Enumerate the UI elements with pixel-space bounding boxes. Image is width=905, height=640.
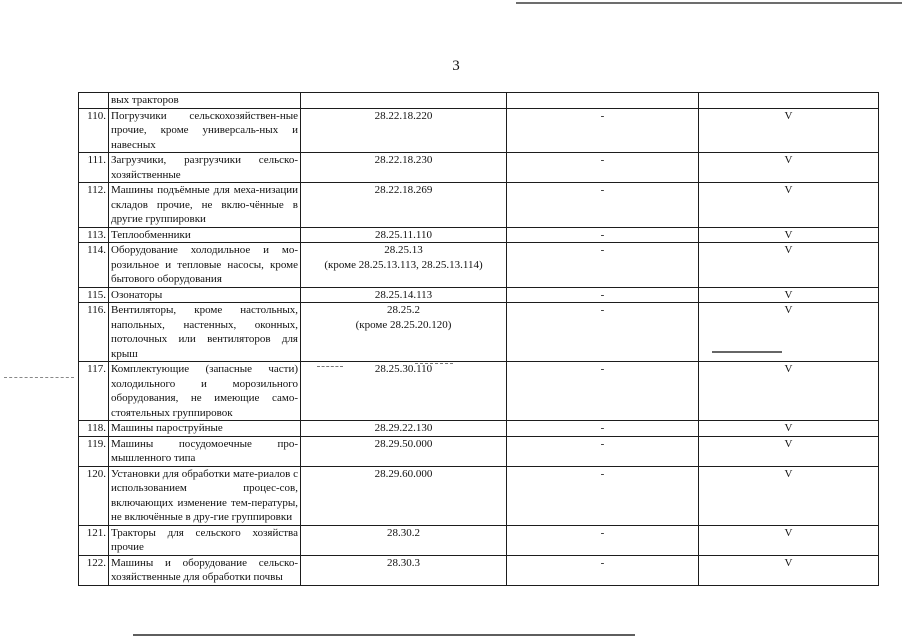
item-name: Комплектующие (запасные части) холодильного и морозильного оборудования, не имеющие само-стоятельных группировок xyxy=(109,362,301,421)
classification-code: 28.29.50.000 xyxy=(301,436,507,466)
item-name: Машины подъёмные для меха-низации складов прочие, не вклю-чённые в другие группировки xyxy=(109,183,301,228)
classification-code xyxy=(301,93,507,109)
column-5-mark: V xyxy=(699,243,879,288)
table-row xyxy=(79,227,879,243)
column-5-mark: V xyxy=(699,466,879,525)
column-4-mark: - xyxy=(507,436,699,466)
row-number: 121. xyxy=(79,525,109,555)
classification-code: 28.30.3 xyxy=(301,555,507,585)
column-4-mark: - xyxy=(507,108,699,153)
classification-code: 28.25.13 (кроме 28.25.13.113, 28.25.13.114) xyxy=(301,243,507,288)
column-5-mark xyxy=(699,93,879,109)
table-row xyxy=(79,303,879,362)
item-name: Машины пароструйные xyxy=(109,421,301,437)
table-row xyxy=(79,243,879,288)
row-number: 116. xyxy=(79,303,109,362)
item-name: вых тракторов xyxy=(109,93,301,109)
classification-code: 28.22.18.230 xyxy=(301,153,507,183)
row-number: 111. xyxy=(79,153,109,183)
page-number: 3 xyxy=(452,58,460,74)
row-number: 120. xyxy=(79,466,109,525)
column-5-mark: V xyxy=(699,108,879,153)
column-4-mark xyxy=(507,93,699,109)
table-row xyxy=(79,108,879,153)
classification-code: 28.29.60.000 xyxy=(301,466,507,525)
row-number: 119. xyxy=(79,436,109,466)
item-name: Теплообменники xyxy=(109,227,301,243)
item-name: Озонаторы xyxy=(109,287,301,303)
column-5-mark: V xyxy=(699,183,879,228)
column-5-mark: V xyxy=(699,421,879,437)
classification-code: 28.25.30.110 xyxy=(301,362,507,421)
row-number: 113. xyxy=(79,227,109,243)
row-number: 118. xyxy=(79,421,109,437)
column-4-mark: - xyxy=(507,153,699,183)
item-name: Погрузчики сельскохозяйствен-ные прочие, кроме универсаль-ных и навесных xyxy=(109,108,301,153)
column-4-mark: - xyxy=(507,555,699,585)
column-4-mark: - xyxy=(507,525,699,555)
classification-code: 28.22.18.269 xyxy=(301,183,507,228)
table-row xyxy=(79,436,879,466)
column-4-mark: - xyxy=(507,362,699,421)
column-4-mark: - xyxy=(507,183,699,228)
item-name: Машины и оборудование сельско-хозяйственные для обработки почвы xyxy=(109,555,301,585)
column-5-mark: V xyxy=(699,362,879,421)
row-number: 110. xyxy=(79,108,109,153)
table-row xyxy=(79,466,879,525)
classification-code: 28.25.11.110 xyxy=(301,227,507,243)
item-name: Загрузчики, разгрузчики сельско-хозяйственные xyxy=(109,153,301,183)
scan-artifact xyxy=(4,377,74,378)
column-5-mark: V xyxy=(699,436,879,466)
item-name: Тракторы для сельского хозяйства прочие xyxy=(109,525,301,555)
item-name: Оборудование холодильное и мо-розильное и тепловые насосы, кроме бытового оборудования xyxy=(109,243,301,288)
table-body xyxy=(79,93,879,586)
table-row xyxy=(79,93,879,109)
row-number xyxy=(79,93,109,109)
table-row xyxy=(79,362,879,421)
table-row xyxy=(79,183,879,228)
classification-code: 28.22.18.220 xyxy=(301,108,507,153)
column-4-mark: - xyxy=(507,227,699,243)
column-5-mark: V xyxy=(699,555,879,585)
equipment-table xyxy=(78,92,879,586)
classification-code: 28.25.14.113 xyxy=(301,287,507,303)
item-name: Вентиляторы, кроме настольных, напольных, настенных, оконных, потолочных или вентиляторов для крыш xyxy=(109,303,301,362)
column-5-mark: V xyxy=(699,287,879,303)
column-5-mark: V xyxy=(699,303,879,362)
table-row xyxy=(79,421,879,437)
table-row xyxy=(79,525,879,555)
column-4-mark: - xyxy=(507,287,699,303)
row-number: 122. xyxy=(79,555,109,585)
item-name: Установки для обработки мате-риалов с использованием процес-сов, включающих изменение тем-пературы, не включённые в дру-гие группировки xyxy=(109,466,301,525)
bottom-border-line xyxy=(133,634,635,636)
classification-code: 28.29.22.130 xyxy=(301,421,507,437)
column-4-mark: - xyxy=(507,466,699,525)
row-number: 114. xyxy=(79,243,109,288)
item-name: Машины посудомоечные про-мышленного типа xyxy=(109,436,301,466)
table-row xyxy=(79,555,879,585)
column-5-mark: V xyxy=(699,153,879,183)
row-number: 115. xyxy=(79,287,109,303)
column-5-mark: V xyxy=(699,525,879,555)
row-number: 112. xyxy=(79,183,109,228)
column-4-mark: - xyxy=(507,421,699,437)
table-row xyxy=(79,287,879,303)
column-5-mark: V xyxy=(699,227,879,243)
classification-code: 28.30.2 xyxy=(301,525,507,555)
top-border-line xyxy=(516,2,902,4)
table-row xyxy=(79,153,879,183)
column-4-mark: - xyxy=(507,243,699,288)
classification-code: 28.25.2 (кроме 28.25.20.120) xyxy=(301,303,507,362)
column-4-mark: - xyxy=(507,303,699,362)
row-number: 117. xyxy=(79,362,109,421)
